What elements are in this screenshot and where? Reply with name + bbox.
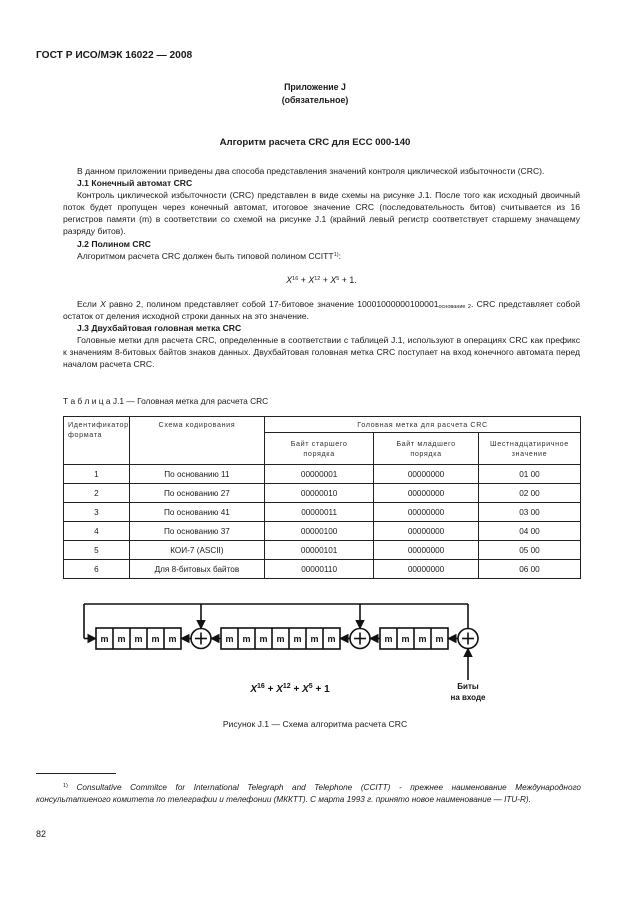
high-byte-cell: 00000011	[265, 503, 374, 522]
body-text	[63, 165, 580, 370]
footnote-rule	[36, 773, 116, 774]
register-cell-label: m	[134, 634, 143, 644]
table-header-low-byte: Байт младшего порядка	[374, 433, 479, 465]
poly-plus: +	[322, 274, 328, 285]
hex-value-cell: 05 00	[478, 541, 580, 560]
register-cell-label: m	[259, 634, 268, 644]
footnote-ref: 1)	[333, 251, 339, 258]
scheme-cell: По основанию 27	[129, 484, 264, 503]
high-byte-cell: 00000101	[265, 541, 374, 560]
table-caption-prefix: Т а б л и ц а	[63, 396, 111, 406]
low-byte-cell: 00000000	[374, 522, 479, 541]
section-title: Алгоритм расчета CRC для ECC 000-140	[219, 137, 411, 148]
table-header-high-byte: Байт старшего порядка	[265, 433, 374, 465]
format-id-cell: 6	[64, 560, 130, 579]
scheme-cell: По основанию 41	[129, 503, 264, 522]
format-id-cell: 3	[64, 503, 130, 522]
register-cell-label: m	[276, 634, 285, 644]
table-header-scheme: Схема кодирования	[129, 417, 264, 465]
low-byte-cell: 00000000	[374, 560, 479, 579]
register-cell-label: m	[310, 634, 319, 644]
poly-x: X	[286, 274, 293, 285]
footnote-body: Consultative Commitce for International Telegraph and Telephone (CCITT) - прежнее наименование Международного консультатиеного комитета по телеграфии и телефонии (МККТТ). С марта 1993 г. принято новое наименование — ITU-R).	[36, 783, 581, 805]
j1-paragraph: Контроль циклической избыточности (CRC) представлен в виде схемы на рисунке J.1. После того как исходный двоичный поток будет пропущен через конечный автомат, итоговое значение CRC (последовательность битов) считывается из 16 регистров памяти (m) в соответствии со схемой на рисунке J.1 (крайний левый регистр соответствует старшему значащему разряду битов).	[63, 190, 580, 237]
poly-exp-5: 5	[336, 275, 340, 282]
poly-x: X	[308, 274, 315, 285]
low-byte-cell: 00000000	[374, 541, 479, 560]
scheme-cell: КОИ-7 (ASCII)	[129, 541, 264, 560]
format-id-cell: 2	[64, 484, 130, 503]
input-bits-label-2: на входе	[450, 693, 486, 702]
polynomial	[63, 274, 580, 286]
table-row	[64, 541, 581, 560]
hex-value-cell: 04 00	[478, 522, 580, 541]
poly-exp-12: 12	[314, 275, 321, 282]
j2-paragraph-2	[63, 298, 580, 322]
table-row	[64, 484, 581, 503]
format-id-cell: 4	[64, 522, 130, 541]
high-byte-cell: 00000110	[265, 560, 374, 579]
hex-value-cell: 03 00	[478, 503, 580, 522]
crc-header-table	[63, 416, 581, 579]
j3-paragraph: Головные метки для расчета CRC, определенные в соответствии с таблицей J.1, используют в операциях CRC как префикс к значениям 8-битовых байтов знаков данных. Двухбайтовая головная метка CRC поступает на вход конечного автомата перед началом расчета CRC.	[63, 335, 580, 370]
register-cell-label: m	[327, 634, 336, 644]
j2-heading: J.2 Полином CRC	[77, 238, 151, 249]
j1-heading: J.1 Конечный автомат CRC	[77, 178, 193, 189]
high-byte-cell: 00000010	[265, 484, 374, 503]
figure-caption: Рисунок J.1 — Схема алгоритма расчета CRC	[222, 719, 408, 729]
j2-p2-b: равно 2, полином представляет собой 17-битовое значение 10001000000100001	[105, 298, 439, 309]
j2-p2-c: . CRC представляет собой остаток от деления исходной строки данных на это значение.	[63, 298, 581, 321]
table-row	[64, 503, 581, 522]
poly-plus: +	[300, 274, 306, 285]
table-caption	[63, 396, 268, 406]
low-byte-cell: 00000000	[374, 484, 479, 503]
poly-tail: + 1.	[341, 274, 357, 285]
j3-heading: J.3 Двухбайтовая головная метка CRC	[77, 323, 242, 334]
footnote-text	[36, 782, 581, 806]
register-cell-label: m	[384, 634, 393, 644]
hex-value-cell: 06 00	[478, 560, 580, 579]
document-header: ГОСТ Р ИСО/МЭК 16022 — 2008	[36, 50, 193, 61]
register-cell-label: m	[168, 634, 177, 644]
register-cell-label: m	[117, 634, 126, 644]
j2-p2-x: X	[100, 298, 106, 309]
intro-paragraph: В данном приложении приведены два способа представления значений контроля циклической избыточности (CRC).	[77, 166, 545, 176]
register-cell-label: m	[100, 634, 109, 644]
hex-value-cell: 02 00	[478, 484, 580, 503]
scheme-cell: Для 8-битовых байтов	[129, 560, 264, 579]
high-byte-cell: 00000001	[265, 465, 374, 484]
table-header-id: Идентификатор формата	[64, 417, 130, 465]
table-header-hex: Шестнадцатиричное значение	[478, 433, 580, 465]
register-cell-label: m	[151, 634, 160, 644]
format-id-cell: 5	[64, 541, 130, 560]
figure-polynomial-label: $X^{16} + X^{12} + X^5 + 1$	[250, 683, 330, 695]
table-header-group: Головная метка для расчета CRC	[265, 417, 581, 433]
register-cell-label: m	[435, 634, 444, 644]
register-cell-label: m	[242, 634, 251, 644]
j2-p2-sub: основание 2	[438, 303, 471, 310]
table-row	[64, 560, 581, 579]
j2-text: Алгоритмом расчета CRC должен быть типовой полином CCITT	[77, 250, 334, 261]
register-cell-label: m	[418, 634, 427, 644]
annex-status: (обязательное)	[281, 95, 349, 105]
annex-title: Приложение J	[284, 82, 346, 92]
high-byte-cell: 00000100	[265, 522, 374, 541]
footnote	[36, 782, 581, 806]
hex-value-cell: 01 00	[478, 465, 580, 484]
register-cell-label: m	[293, 634, 302, 644]
poly-x: X	[330, 274, 337, 285]
low-byte-cell: 00000000	[374, 465, 479, 484]
j2-p2-a: Если	[77, 298, 101, 309]
input-bits-label: Биты	[457, 682, 479, 691]
table-row	[64, 522, 581, 541]
page-number: 82	[36, 829, 47, 839]
j2-paragraph: Алгоритмом расчета CRC должен быть типовой полином CCITT$^{1)}$:	[77, 250, 341, 261]
low-byte-cell: 00000000	[374, 503, 479, 522]
scheme-cell: По основанию 37	[129, 522, 264, 541]
footnote-mark: 1)	[63, 783, 68, 789]
crc-circuit-diagram	[80, 600, 550, 715]
table-caption-text: J.1 — Головная метка для расчета CRC	[112, 396, 269, 406]
poly-exp-16: 16	[292, 275, 299, 282]
scheme-cell: По основанию 11	[129, 465, 264, 484]
table-row	[64, 465, 581, 484]
register-cell-label: m	[401, 634, 410, 644]
format-id-cell: 1	[64, 465, 130, 484]
register-cell-label: m	[225, 634, 234, 644]
